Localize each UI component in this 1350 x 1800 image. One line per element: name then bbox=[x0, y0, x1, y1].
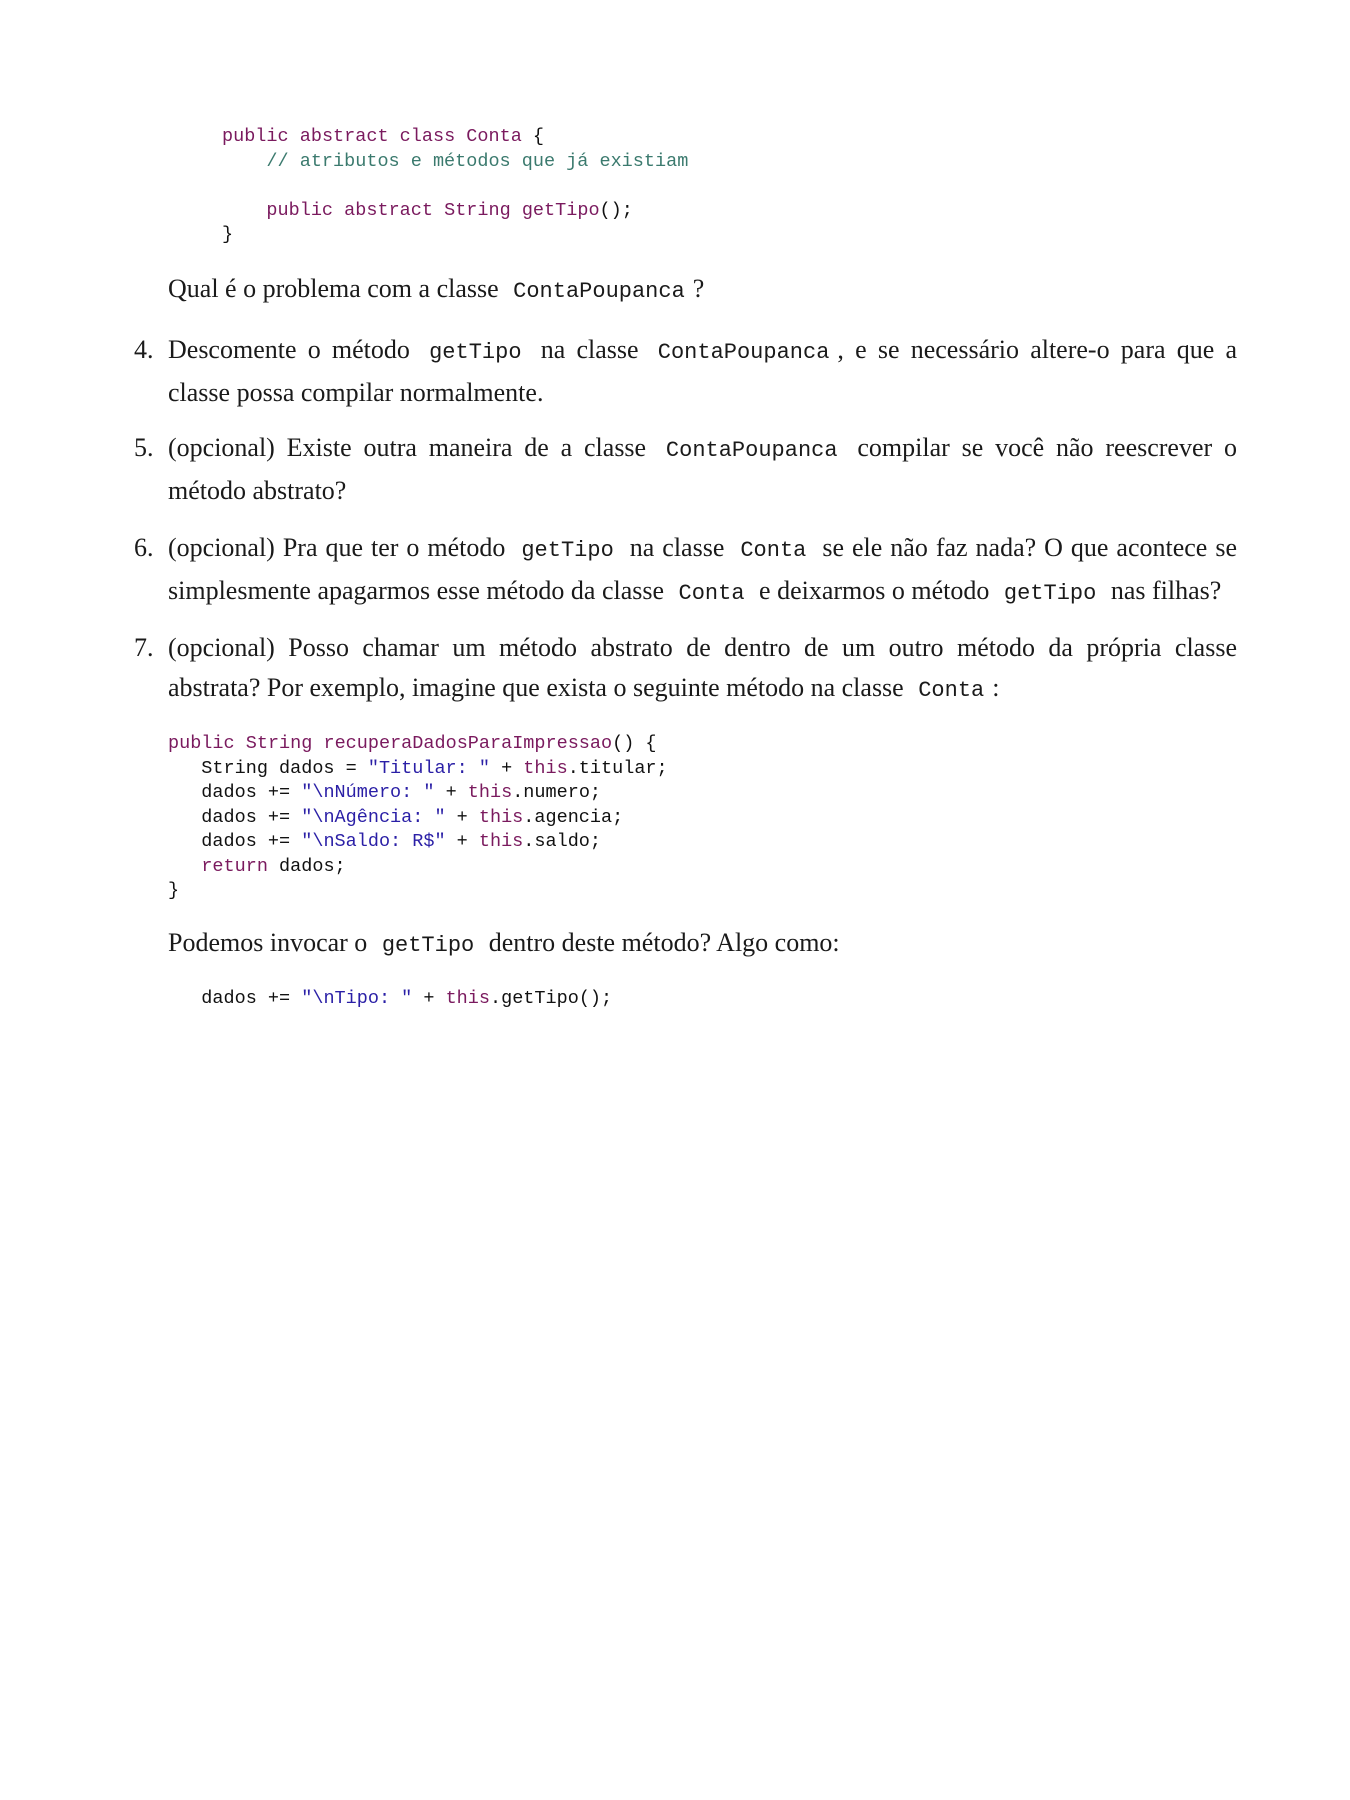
code-text: .getTipo(); bbox=[490, 988, 613, 1009]
code-text: + bbox=[434, 782, 468, 803]
paragraph-text: (opcional) Existe outra maneira de a classe bbox=[168, 433, 647, 462]
paragraph-text: Descomente o método bbox=[168, 335, 410, 364]
code-type: String bbox=[245, 733, 313, 754]
code-keyword: public bbox=[168, 733, 235, 754]
code-text: dados += bbox=[168, 988, 302, 1009]
code-text: } bbox=[168, 880, 180, 901]
list-item-7 bbox=[168, 628, 1237, 711]
code-keyword: return bbox=[201, 855, 268, 877]
code-string: "Titular: " bbox=[367, 757, 490, 779]
inline-code: Conta bbox=[918, 678, 985, 703]
inline-code: ContaPoupanca bbox=[665, 438, 838, 463]
paragraph-text: nas filhas? bbox=[1110, 576, 1222, 605]
code-text: { bbox=[521, 126, 545, 147]
code-text: (); bbox=[599, 199, 633, 221]
question-conta-poupanca bbox=[168, 269, 1237, 312]
code-class-name: Conta bbox=[466, 126, 522, 147]
paragraph-text: (opcional) Posso chamar um método abstrato de dentro de um outro método da própria classe abstrata? Por exemplo, imagine que exista o seguinte método na classe bbox=[168, 633, 1237, 702]
inline-code: ContaPoupanca bbox=[657, 340, 830, 365]
code-text: dados += bbox=[168, 806, 302, 828]
code-block-get-tipo-call bbox=[168, 987, 612, 1012]
code-comment: // atributos e métodos que já existiam bbox=[266, 150, 689, 172]
code-keyword: this bbox=[478, 806, 524, 828]
code-text: .agencia; bbox=[523, 806, 624, 828]
inline-code: ContaPoupanca bbox=[513, 279, 685, 304]
code-string: "\nSaldo: R$" bbox=[301, 831, 446, 852]
code-text: dados; bbox=[267, 855, 346, 877]
code-text: + bbox=[445, 806, 479, 828]
code-type: String bbox=[444, 199, 511, 221]
code-keyword: abstract bbox=[344, 199, 433, 221]
list-item-5 bbox=[168, 428, 1237, 511]
code-text: } bbox=[222, 224, 234, 245]
code-text: + bbox=[412, 988, 446, 1009]
code-string: "\nNúmero: " bbox=[301, 782, 435, 803]
paragraph-text: , e se necessário altere-o para que a classe possa compilar normalmente. bbox=[168, 335, 1237, 407]
code-keyword: this bbox=[467, 782, 513, 803]
code-string: "\nTipo: " bbox=[301, 988, 413, 1009]
paragraph-text: dentro deste método? Algo como: bbox=[488, 928, 840, 957]
code-text: () { bbox=[612, 733, 657, 754]
code-keyword: this bbox=[523, 757, 568, 779]
code-keyword: abstract bbox=[299, 126, 389, 147]
code-text: + bbox=[489, 757, 524, 779]
inline-code: getTipo bbox=[1003, 581, 1097, 606]
code-text: .titular; bbox=[567, 757, 668, 779]
followup-question bbox=[168, 923, 1237, 966]
list-number: 7. bbox=[134, 633, 154, 662]
code-method-name: recuperaDadosParaImpressao bbox=[323, 733, 613, 754]
list-number: 5. bbox=[134, 433, 154, 462]
code-string: "\nAgência: " bbox=[301, 806, 446, 828]
code-text: String dados = bbox=[168, 757, 368, 779]
inline-code: Conta bbox=[740, 538, 807, 563]
inline-code: getTipo bbox=[429, 340, 522, 365]
inline-code: Conta bbox=[678, 581, 745, 606]
inline-code: getTipo bbox=[521, 538, 614, 563]
paragraph-text: na classe bbox=[540, 335, 639, 364]
paragraph-text: Podemos invocar o bbox=[168, 928, 368, 957]
list-item-4 bbox=[168, 330, 1237, 413]
code-keyword: public bbox=[266, 199, 334, 221]
paragraph-text: ? bbox=[692, 274, 705, 303]
list-item-6 bbox=[168, 528, 1237, 614]
code-text: + bbox=[445, 831, 479, 852]
code-text: .saldo; bbox=[523, 831, 602, 852]
paragraph-text: (opcional) Pra que ter o método bbox=[168, 533, 506, 562]
code-keyword: class bbox=[399, 126, 456, 147]
code-keyword: this bbox=[478, 831, 524, 852]
code-method-name: getTipo bbox=[521, 199, 600, 221]
code-text bbox=[168, 856, 201, 877]
code-text: dados += bbox=[168, 831, 302, 852]
paragraph-text: e deixarmos o método bbox=[759, 576, 990, 605]
paragraph-text: Qual é o problema com a classe bbox=[168, 274, 499, 303]
code-block-conta-abstract bbox=[222, 125, 688, 248]
inline-code: getTipo bbox=[381, 933, 475, 958]
paragraph-text: compilar se você não reescrever o método abstrato? bbox=[168, 433, 1237, 505]
code-keyword: public bbox=[222, 126, 289, 147]
list-number: 4. bbox=[134, 335, 154, 364]
list-number: 6. bbox=[134, 533, 154, 562]
code-text: .numero; bbox=[512, 782, 602, 803]
paragraph-text: na classe bbox=[629, 533, 725, 562]
code-keyword: this bbox=[445, 988, 490, 1009]
paragraph-text: se ele não faz nada? O que acontece se simplesmente apagarmos esse método da classe bbox=[168, 533, 1237, 605]
code-block-recupera-dados bbox=[168, 732, 668, 904]
paragraph-text: : bbox=[992, 673, 1000, 702]
code-text: dados += bbox=[168, 782, 302, 803]
